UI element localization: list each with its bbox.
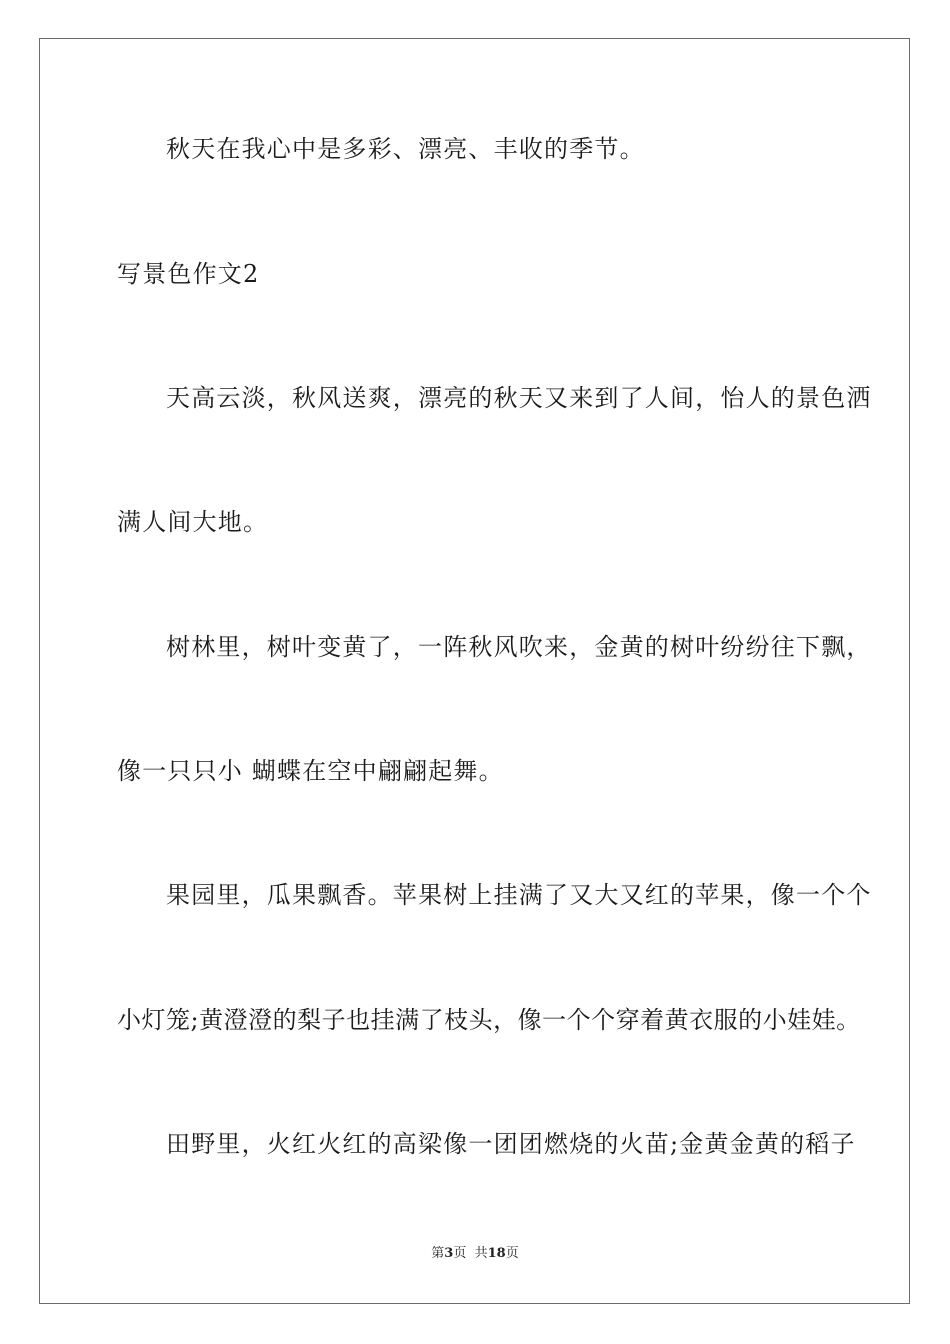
section-heading: 写景色作文2 bbox=[117, 260, 260, 288]
paragraph-line: 天高云淡，秋风送爽，漂亮的秋天又来到了人间，怡人的景色洒 bbox=[166, 384, 872, 412]
paragraph-line: 树林里，树叶变黄了，一阵秋风吹来，金黄的树叶纷纷往下飘， bbox=[166, 633, 872, 661]
page-footer bbox=[0, 1245, 950, 1263]
paragraph-line: 满人间大地。 bbox=[117, 508, 269, 536]
total-page-number: 18 bbox=[487, 1246, 506, 1261]
paragraph-line: 像一只只小 蝴蝶在空中翩翩起舞。 bbox=[117, 757, 504, 785]
paragraph-line: 小灯笼;黄澄澄的梨子也挂满了枝头，像一个个穿着黄衣服的小娃娃。 bbox=[117, 1006, 861, 1034]
page-prefix: 第 bbox=[431, 1246, 445, 1261]
page-mid: 页 共 bbox=[453, 1246, 488, 1261]
page-suffix: 页 bbox=[505, 1246, 519, 1261]
paragraph-line: 田野里，火红火红的高梁像一团团燃烧的火苗;金黄金黄的稻子 bbox=[166, 1130, 856, 1158]
current-page-number: 3 bbox=[444, 1246, 454, 1261]
paragraph-line: 果园里，瓜果飘香。苹果树上挂满了又大又红的苹果，像一个个 bbox=[166, 881, 872, 909]
page-border bbox=[39, 38, 910, 1304]
paragraph-line: 秋天在我心中是多彩、漂亮、丰收的季节。 bbox=[166, 135, 645, 163]
